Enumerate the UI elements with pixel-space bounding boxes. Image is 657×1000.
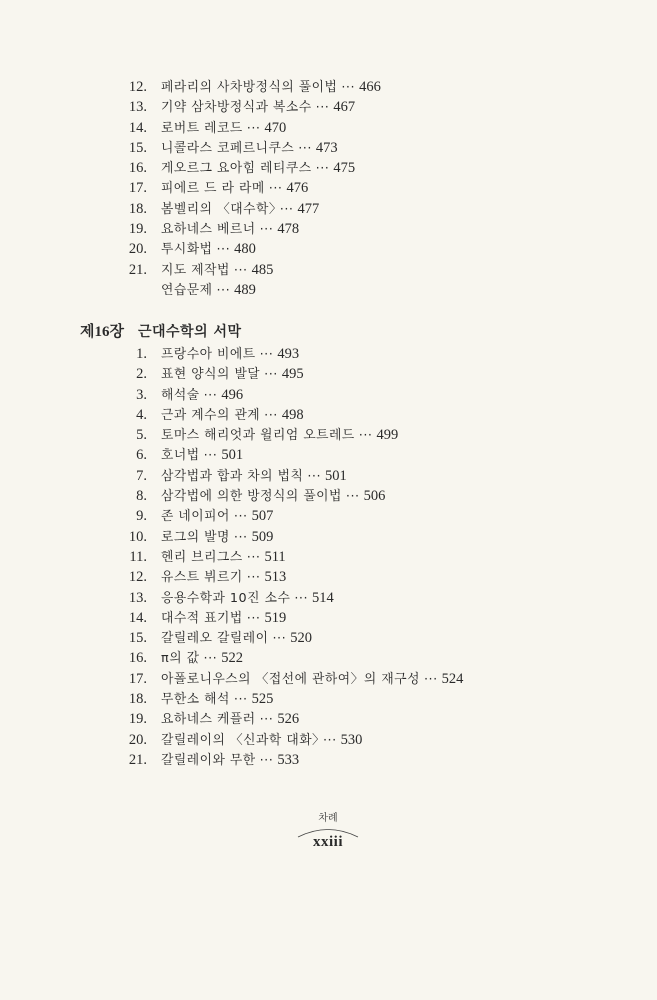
toc-entry-title-line: [161, 730, 362, 751]
toc-entry-title-line: [161, 118, 286, 139]
toc-entry-page: 480: [234, 241, 256, 258]
toc-entry-title-line: [161, 158, 355, 179]
page-number: xxiii: [312, 834, 343, 850]
toc-entry-title: 삼각법에 의한 방정식의 풀이법: [161, 489, 342, 505]
toc-entry-title: 연습문제: [161, 282, 213, 298]
toc-entry-number: 20.: [128, 241, 147, 258]
toc-entry-title-line: [161, 669, 463, 690]
toc-entry: [0, 385, 657, 405]
toc-entry-title: 표현 양식의 발달: [161, 367, 261, 383]
toc-entry: [0, 118, 657, 138]
toc-entry-number: 18.: [128, 200, 147, 217]
toc-leader: ···: [233, 509, 248, 525]
toc-entry-title: 존 네이피어: [161, 509, 230, 525]
toc-entry-title: 갈릴레이의 〈신과학 대화〉: [161, 732, 319, 748]
toc-leader: ···: [345, 489, 360, 505]
toc-leader: ···: [294, 590, 309, 606]
toc-entry-title-line: [161, 199, 319, 220]
toc-entry-page: 526: [277, 711, 300, 728]
toc-entry-title: 갈릴레오 갈릴레이: [161, 631, 269, 647]
toc-entry-number: 15.: [128, 139, 147, 156]
toc-entry: [0, 608, 657, 628]
toc-entry-title-line: [161, 486, 385, 507]
toc-entry: [0, 280, 657, 300]
toc-leader: ···: [216, 242, 231, 258]
toc-entry-title: 지도 제작법: [161, 262, 230, 278]
toc-entry: [0, 364, 657, 384]
toc-entry-page: 501: [221, 447, 244, 464]
toc-entry-number: 16.: [128, 650, 147, 667]
toc-entry-number: 21.: [128, 261, 147, 278]
toc-entry-title: 피에르 드 라 라메: [161, 181, 265, 197]
toc-entry-title: 아폴로니우스의 〈접선에 관하여〉의 재구성: [161, 671, 420, 687]
toc-section-continued: [0, 77, 657, 300]
toc-entry-title: 요하네스 케플러: [161, 712, 256, 728]
toc-entry: [0, 405, 657, 425]
toc-leader: ···: [307, 468, 322, 484]
toc-entry-title: 니콜라스 코페르니쿠스: [161, 140, 295, 156]
toc-entry-page: 467: [333, 99, 356, 116]
toc-leader: ···: [259, 712, 274, 728]
toc-entry-title-line: [161, 97, 355, 118]
toc-entry-number: 17.: [128, 180, 147, 197]
toc-entry-number: 20.: [128, 731, 147, 748]
toc-entry-page: 499: [376, 427, 399, 444]
toc-entry-page: 466: [359, 79, 381, 95]
toc-entry-number: 7.: [136, 467, 147, 484]
toc-entry-page: 513: [264, 569, 287, 586]
toc-entry: [0, 260, 657, 280]
toc-entry-title-line: [161, 405, 304, 426]
toc-entry-number: 14.: [128, 119, 147, 136]
toc-leader: ···: [259, 347, 274, 362]
toc-entry: [0, 709, 657, 729]
toc-entry-number: 1.: [136, 346, 147, 362]
toc-entry-page: 530: [340, 731, 363, 748]
toc-entry-page: 524: [441, 670, 464, 687]
toc-entry-title: π의 값: [161, 651, 200, 667]
toc-leader: ···: [322, 732, 337, 748]
toc-entry-page: 495: [281, 366, 304, 383]
toc-entry-title: 해석술: [161, 387, 200, 403]
toc-entry: [0, 97, 657, 117]
toc-entry: [0, 527, 657, 547]
toc-entry: [0, 567, 657, 587]
toc-entry-page: 470: [264, 119, 287, 136]
toc-entry-title-line: [161, 344, 299, 365]
toc-leader: ···: [233, 529, 248, 545]
toc-entry-title-line: [161, 506, 273, 527]
toc-entry-number: 19.: [128, 221, 147, 238]
toc-leader: ···: [246, 610, 261, 626]
toc-entry-title: 근과 계수의 관계: [161, 407, 261, 423]
toc-entry-title-line: [161, 260, 273, 281]
toc-leader: ···: [246, 549, 261, 565]
toc-leader: ···: [203, 448, 218, 464]
toc-entry-number: 12.: [128, 569, 147, 586]
toc-leader: ···: [341, 80, 356, 95]
toc-entry-title: 요하네스 베르너: [161, 222, 256, 238]
chapter-heading: [80, 321, 242, 343]
toc-entry-title-line: [161, 445, 243, 466]
toc-entry-title-line: [161, 138, 338, 159]
toc-entry: [0, 750, 657, 770]
toc-entry-page: 506: [363, 488, 386, 505]
toc-entry-title: 로버트 레코드: [161, 120, 243, 136]
toc-entry-number: 14.: [128, 609, 147, 626]
toc-entry-page: 496: [221, 386, 244, 403]
toc-entry: [0, 669, 657, 689]
toc-entry-page: 489: [234, 281, 256, 298]
toc-entry-number: 3.: [136, 386, 147, 403]
toc-entry-page: 501: [325, 467, 347, 484]
toc-entry-page: 522: [221, 650, 243, 667]
toc-entry: [0, 730, 657, 750]
toc-entry-title-line: [161, 567, 286, 588]
toc-entry-number: 13.: [128, 99, 147, 116]
toc-entry-page: 520: [290, 630, 312, 647]
toc-leader: ···: [272, 631, 287, 647]
toc-entry-title: 토마스 해리엇과 윌리엄 오트레드: [161, 428, 355, 444]
toc-entry-number: 21.: [128, 751, 147, 768]
toc-entry-title-line: [161, 527, 273, 548]
toc-entry: [0, 689, 657, 709]
toc-entry: [0, 466, 657, 486]
toc-entry-page: 519: [264, 609, 287, 626]
toc-leader: ···: [298, 140, 312, 156]
toc-entry-title: 프랑수아 비에트: [161, 347, 256, 362]
chapter-label: 제16장: [80, 324, 124, 340]
toc-leader: ···: [246, 120, 261, 136]
toc-leader: ···: [203, 651, 218, 667]
toc-entry-title: 봄벨리의 〈대수학〉: [161, 201, 276, 217]
toc-entry: [0, 239, 657, 259]
toc-entry: [0, 445, 657, 465]
toc-entry-title-line: [161, 385, 243, 406]
toc-entry-page: 507: [251, 508, 274, 525]
toc-entry-title: 삼각법과 합과 차의 법칙: [161, 468, 304, 484]
toc-entry-title-line: [161, 466, 347, 487]
toc-entry-page: 475: [333, 160, 356, 177]
toc-entry: [0, 547, 657, 567]
toc-entry-page: 533: [277, 751, 300, 768]
toc-entry-number: 18.: [128, 691, 147, 708]
toc-entry-title: 로그의 발명: [161, 529, 230, 545]
toc-entry: [0, 344, 657, 364]
toc-entry-page: 498: [281, 406, 304, 423]
toc-leader: ···: [279, 201, 294, 217]
toc-entry: [0, 138, 657, 158]
toc-leader: ···: [259, 222, 274, 238]
toc-entry-page: 473: [315, 139, 338, 156]
toc-entry-title-line: [161, 280, 256, 301]
toc-entry-number: 11.: [129, 548, 147, 565]
toc-entry: [0, 628, 657, 648]
toc-entry-title-line: [161, 709, 299, 730]
toc-entry-title-line: [161, 178, 308, 199]
toc-entry-page: 525: [251, 691, 274, 708]
toc-entry-number: 2.: [136, 366, 147, 383]
toc-entry-number: 13.: [128, 589, 147, 606]
toc-entry-title: 응용수학과 10진 소수: [161, 590, 291, 606]
toc-section-chapter-16: [0, 344, 657, 770]
toc-entry-title-line: [161, 648, 243, 669]
toc-leader: ···: [246, 570, 261, 586]
toc-entry: [0, 486, 657, 506]
toc-entry-number: 5.: [136, 427, 147, 444]
toc-entry-title-line: [161, 239, 256, 260]
toc-entry-number: 15.: [128, 630, 147, 647]
toc-entry-number: 12.: [128, 79, 147, 95]
toc-entry-page: 477: [297, 200, 320, 217]
toc-entry-title: 투시화법: [161, 242, 213, 258]
toc-entry-number: 10.: [128, 528, 147, 545]
toc-entry-title: 유스트 뷔르기: [161, 570, 243, 586]
toc-entry-title: 게오르그 요아힘 레티쿠스: [161, 161, 312, 177]
toc-entry-title-line: [161, 77, 381, 98]
toc-entry-title-line: [161, 750, 299, 771]
toc-entry: [0, 648, 657, 668]
page-footer: [278, 812, 378, 851]
toc-leader: ···: [315, 161, 330, 177]
toc-entry-title: 페라리의 사차방정식의 풀이법: [161, 80, 338, 95]
toc-entry: [0, 178, 657, 198]
toc-entry-title: 호너법: [161, 448, 200, 464]
toc-leader: ···: [315, 100, 330, 116]
toc-leader: ···: [423, 671, 438, 687]
toc-entry-page: 493: [277, 346, 300, 362]
toc-leader: ···: [358, 428, 373, 444]
toc-entry-page: 485: [251, 261, 274, 278]
toc-entry: [0, 199, 657, 219]
toc-entry-number: 8.: [136, 488, 147, 505]
toc-entry-page: 476: [286, 180, 309, 197]
toc-leader: ···: [268, 181, 283, 197]
toc-entry-title-line: [161, 364, 304, 385]
toc-entry-title: 기약 삼차방정식과 복소수: [161, 100, 312, 116]
toc-leader: ···: [233, 692, 248, 708]
toc-leader: ···: [259, 752, 274, 768]
toc-entry-page: 511: [264, 548, 286, 565]
toc-entry-page: 478: [277, 221, 300, 238]
toc-entry-title-line: [161, 689, 273, 710]
toc-entry: [0, 425, 657, 445]
toc-entry: [0, 219, 657, 239]
toc-entry-title: 무한소 해석: [161, 692, 230, 708]
running-footer-label: 차례: [318, 813, 338, 824]
toc-entry: [0, 588, 657, 608]
toc-entry-number: 4.: [136, 406, 147, 423]
toc-entry-number: 17.: [128, 670, 147, 687]
toc-entry-number: 9.: [136, 508, 147, 525]
toc-entry-number: 6.: [136, 447, 147, 464]
toc-entry-page: 509: [251, 528, 274, 545]
toc-entry-title-line: [161, 547, 286, 568]
toc-entry-title-line: [161, 219, 299, 240]
toc-entry: [0, 158, 657, 178]
toc-leader: ···: [264, 407, 278, 423]
toc-entry: [0, 77, 657, 97]
toc-entry-number: 19.: [128, 711, 147, 728]
toc-entry-page: 514: [312, 589, 334, 606]
toc-leader: ···: [264, 367, 278, 383]
toc-entry-title: 대수적 표기법: [161, 610, 243, 626]
toc-entry-title-line: [161, 608, 286, 629]
chapter-title: 근대수학의 서막: [137, 324, 242, 340]
toc-leader: ···: [233, 262, 248, 278]
toc-leader: ···: [203, 387, 218, 403]
toc-entry-number: 16.: [128, 160, 147, 177]
toc-entry: [0, 506, 657, 526]
toc-entry-title-line: [161, 588, 334, 609]
toc-entry-title-line: [161, 628, 312, 649]
toc-leader: ···: [216, 282, 231, 298]
toc-entry-title: 헨리 브리그스: [161, 549, 243, 565]
toc-entry-title: 갈릴레이와 무한: [161, 752, 256, 768]
toc-entry-title-line: [161, 425, 398, 446]
